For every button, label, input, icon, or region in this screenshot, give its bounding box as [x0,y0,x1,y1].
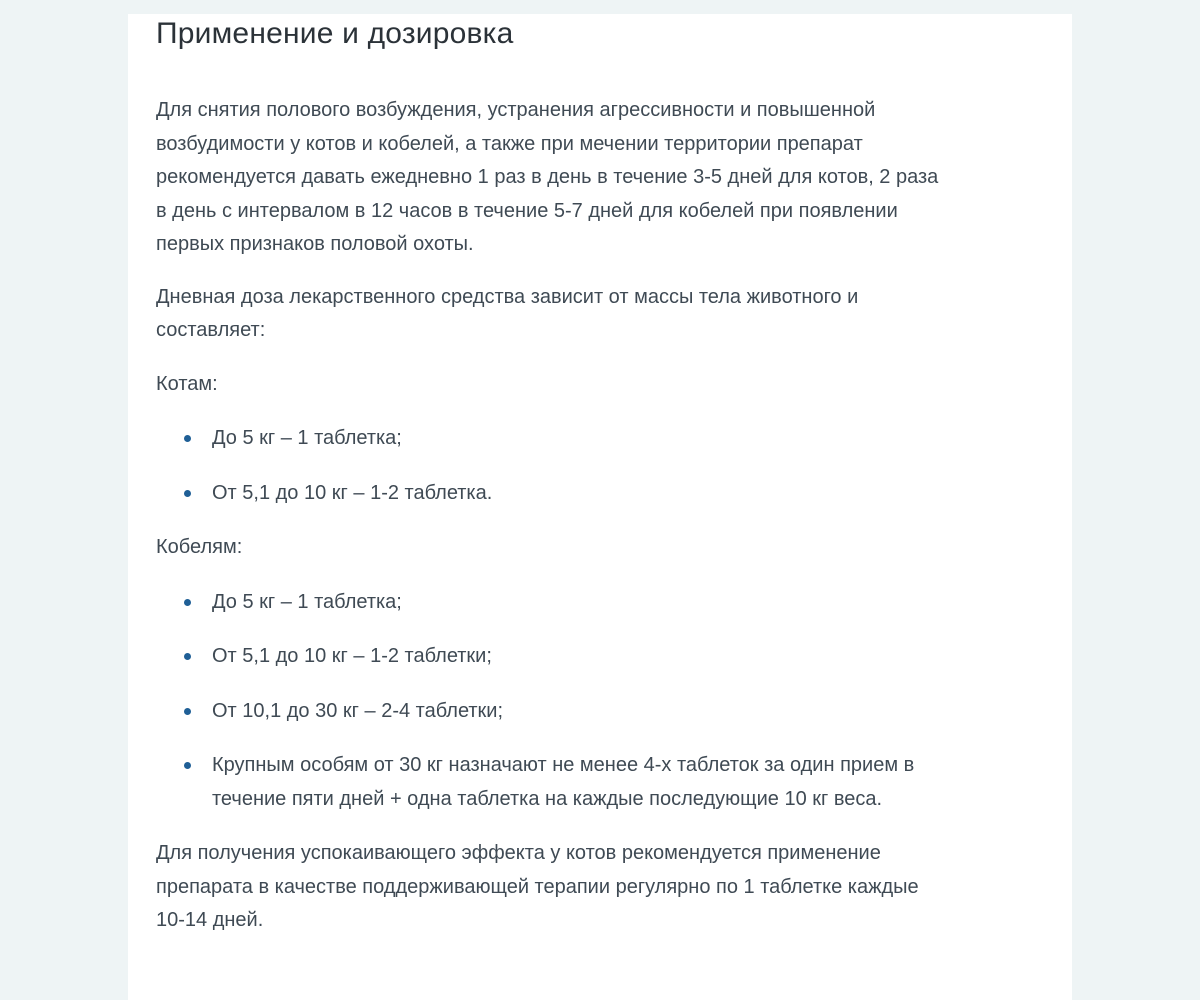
list-item [156,749,946,816]
list-item [156,640,946,674]
list-item-text: От 5,1 до 10 кг – 1-2 таблетки; [212,645,492,667]
bullet-icon [184,435,191,442]
bullet-icon [184,490,191,497]
dogs-label: Кобелям: [156,536,243,558]
bullet-icon [184,762,191,769]
bullet-icon [184,708,191,715]
cats-label: Котам: [156,372,218,395]
dose-paragraph: Дневная доза лекарственного средства зависит от массы тела животного и составляет: [156,285,859,341]
list-item [156,422,946,456]
cats-dose-list [156,422,946,510]
bullet-icon [184,653,191,660]
calming-paragraph: Для получения успокаивающего эффекта у котов рекомендуется применение препарата в качестве поддерживающей терапии регулярно по 1 таблетке каждые 10-14 дней. [156,842,919,931]
list-item-text: До 5 кг – 1 таблетка; [212,427,402,449]
article-card [128,14,1072,1000]
dogs-dose-list [156,586,946,817]
list-item [156,477,946,511]
bullet-icon [184,599,191,606]
section-heading: Применение и дозировка [156,17,514,50]
list-item-text: От 5,1 до 10 кг – 1-2 таблетка. [212,481,493,504]
list-item-text: До 5 кг – 1 таблетка; [212,590,402,613]
list-item-text: Крупным особям от 30 кг назначают не менее 4-х таблеток за один прием в течение пяти дней + одна таблетка на каждые последующие 10 кг веса. [212,754,915,810]
list-item-text: От 10,1 до 30 кг – 2-4 таблетки; [212,699,504,722]
list-item [156,695,946,729]
list-item [156,586,946,620]
intro-paragraph: Для снятия полового возбуждения, устранения агрессивности и повышенной возбудимости у котов и кобелей, а также при мечении территории препарат рекомендуется давать ежедневно 1 раз в день в течение 3-5 дней для котов, 2 раза в день с интервалом в 12 часов в течение 5-7 дней для кобелей при появлении первых признаков половой охоты. [156,99,939,255]
article-content [156,14,946,938]
